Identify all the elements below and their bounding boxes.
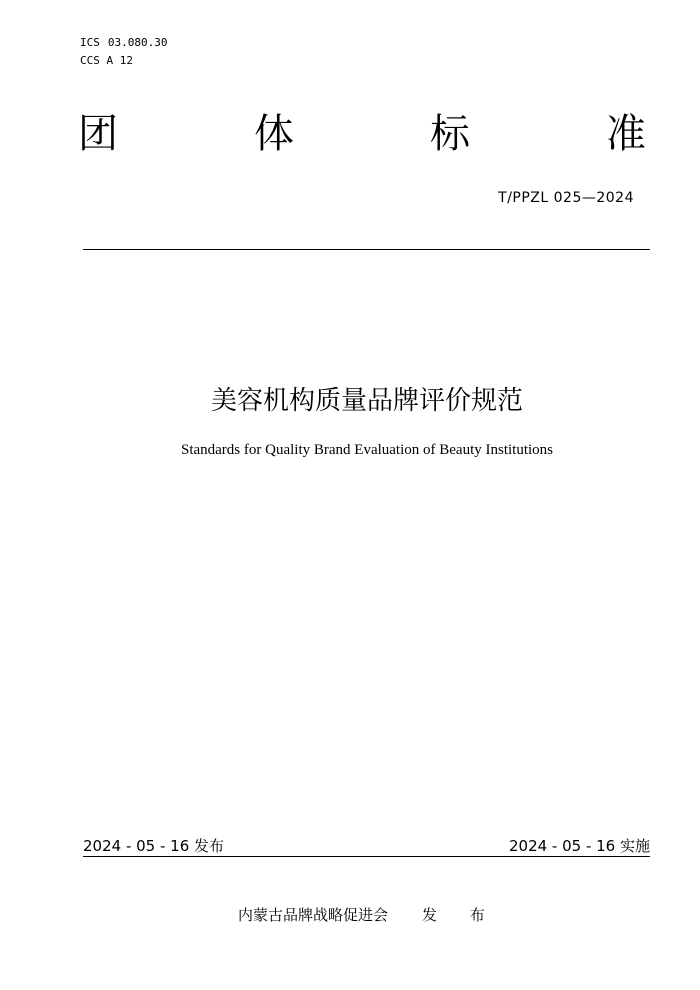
standard-number: T/PPZL 025—2024 — [498, 190, 634, 206]
ics-line — [80, 34, 167, 52]
standard-type-title — [78, 104, 646, 164]
implementation-date: 2024 - 05 - 16 实施 — [508, 837, 650, 855]
document-title-english: Standards for Quality Brand Evaluation of Beauty Institutions — [180, 442, 554, 458]
ccs-line — [80, 52, 167, 70]
ccs-label: CCS — [80, 54, 100, 67]
standard-type-char-2: 体 — [254, 111, 294, 157]
header-divider — [83, 249, 650, 250]
standard-type-char-4: 准 — [606, 111, 646, 157]
issuer-line — [238, 904, 499, 925]
ics-code: 03.080.30 — [107, 36, 168, 49]
ics-label: ICS — [80, 36, 100, 49]
issuer-verb: 发 布 — [422, 906, 499, 924]
publish-date: 2024 - 05 - 16 发布 — [83, 837, 225, 855]
standard-type-char-3: 标 — [430, 111, 470, 157]
standard-type-char-1: 团 — [78, 111, 118, 157]
classification-codes — [80, 34, 167, 70]
document-title-chinese: 美容机构质量品牌评价规范 — [210, 386, 523, 416]
ccs-code: A 12 — [106, 54, 133, 67]
footer-divider — [83, 856, 650, 857]
issuer-name: 内蒙古品牌战略促进会 — [238, 906, 389, 924]
